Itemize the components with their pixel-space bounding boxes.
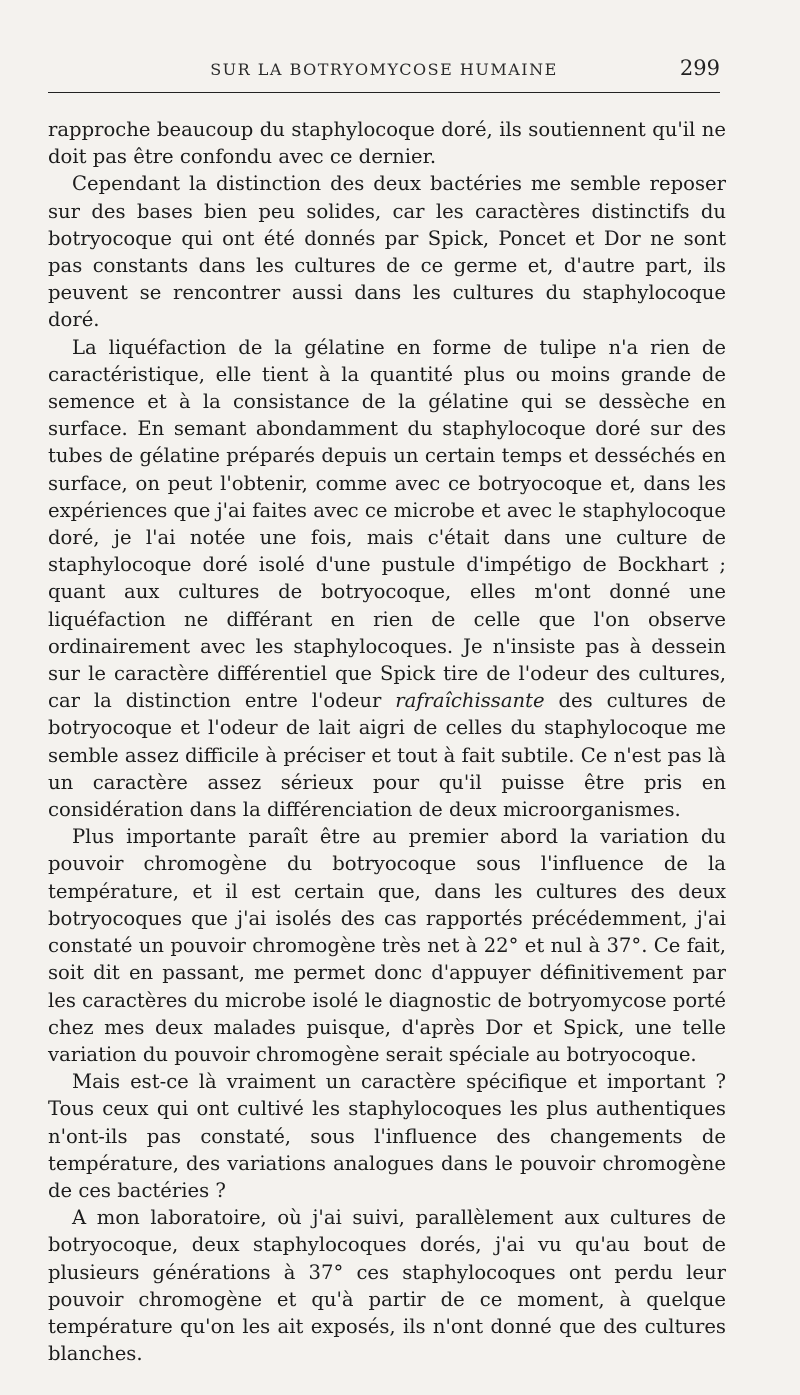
running-title: SUR LA BOTRYOMYCOSE HUMAINE [210, 60, 558, 79]
page-number: 299 [679, 56, 720, 80]
paragraph-5: Mais est-ce là vraiment un caractère spécifique et important ? Tous ceux qui ont cultivé les staphylocoques les plus authentiques n'ont-ils pas constaté, sous l'influence des changements de température, des variations analogues dans le pouvoir chromogène de ces bactéries ? [48, 1070, 726, 1202]
page-header [48, 56, 720, 93]
paragraph-4: Plus importante paraît être au premier abord la variation du pouvoir chromogène du botryocoque sous l'influence de la température, et il est certain que, dans les cultures des deux botryocoques que j'ai isolés des cas rapportés précédemment, j'ai constaté un pouvoir chromogène très net à 22° et nul à 37°. Ce fait, soit dit en passant, me permet donc d'appuyer définitivement par les caractères du microbe isolé le diagnostic de botryomycose porté chez mes deux malades puisque, d'après Dor et Spick, une telle variation du pouvoir chromogène serait spéciale au botryocoque. [48, 825, 726, 1066]
paragraph-3 [48, 334, 726, 824]
paragraph-1: rapproche beaucoup du staphylocoque doré, ils soutiennent qu'il ne doit pas être confondu avec ce dernier. [48, 118, 726, 169]
italic-term: rafraîchissante [395, 689, 545, 713]
paragraph-2: Cependant la distinction des deux bactéries me semble reposer sur des bases bien peu solides, car les caractères distinctifs du botryocoque qui ont été donnés par Spick, Poncet et Dor ne sont pas constants dans les cultures de ce germe et, d'autre part, ils peuvent se rencontrer aussi dans les cultures du staphylocoque doré. [48, 172, 726, 332]
paragraph-3-text-after: des cultures de botryocoque et l'odeur de lait aigri de celles du staphylocoque me semble assez difficile à préciser et tout à fait subtile. Ce n'est pas là un caractère assez sérieux pour qu'il puisse être pris en considération dans la différenciation de deux microorganismes. [48, 689, 727, 822]
paragraph-3-text-before: La liquéfaction de la gélatine en forme de tulipe n'a rien de caractéristique, elle tient à la quantité plus ou moins grande de semence et à la consistance de la gélatine qui se dessèche en surface. En semant abondamment du staphylocoque doré sur des tubes de gélatine préparés depuis un certain temps et desséchés en surface, on peut l'obtenir, comme avec ce botryocoque et, dans les expériences que j'ai faites avec ce microbe et avec le staphylocoque doré, je l'ai notée une fois, mais c'était dans une culture de staphylocoque doré isolé d'une pustule d'impétigo de Bockhart ; quant aux cultures de botryocoque, elles m'ont donné une liquéfaction ne différant en rien de celle que l'on observe ordinairement avec les staphylocoques. Je n'insiste pas à dessein sur le caractère différentiel que Spick tire de l'odeur des cultures, car la distinction entre l'odeur [48, 335, 726, 713]
paragraph-6: A mon laboratoire, où j'ai suivi, parallèlement aux cultures de botryocoque, deux staphylocoques dorés, j'ai vu qu'au bout de plusieurs générations à 37° ces staphylocoques ont perdu leur pouvoir chromogène et qu'à partir de ce moment, à quelque température qu'on les ait exposés, ils n'ont donné que des cultures blanches. [48, 1206, 726, 1366]
body-text [48, 116, 726, 1367]
